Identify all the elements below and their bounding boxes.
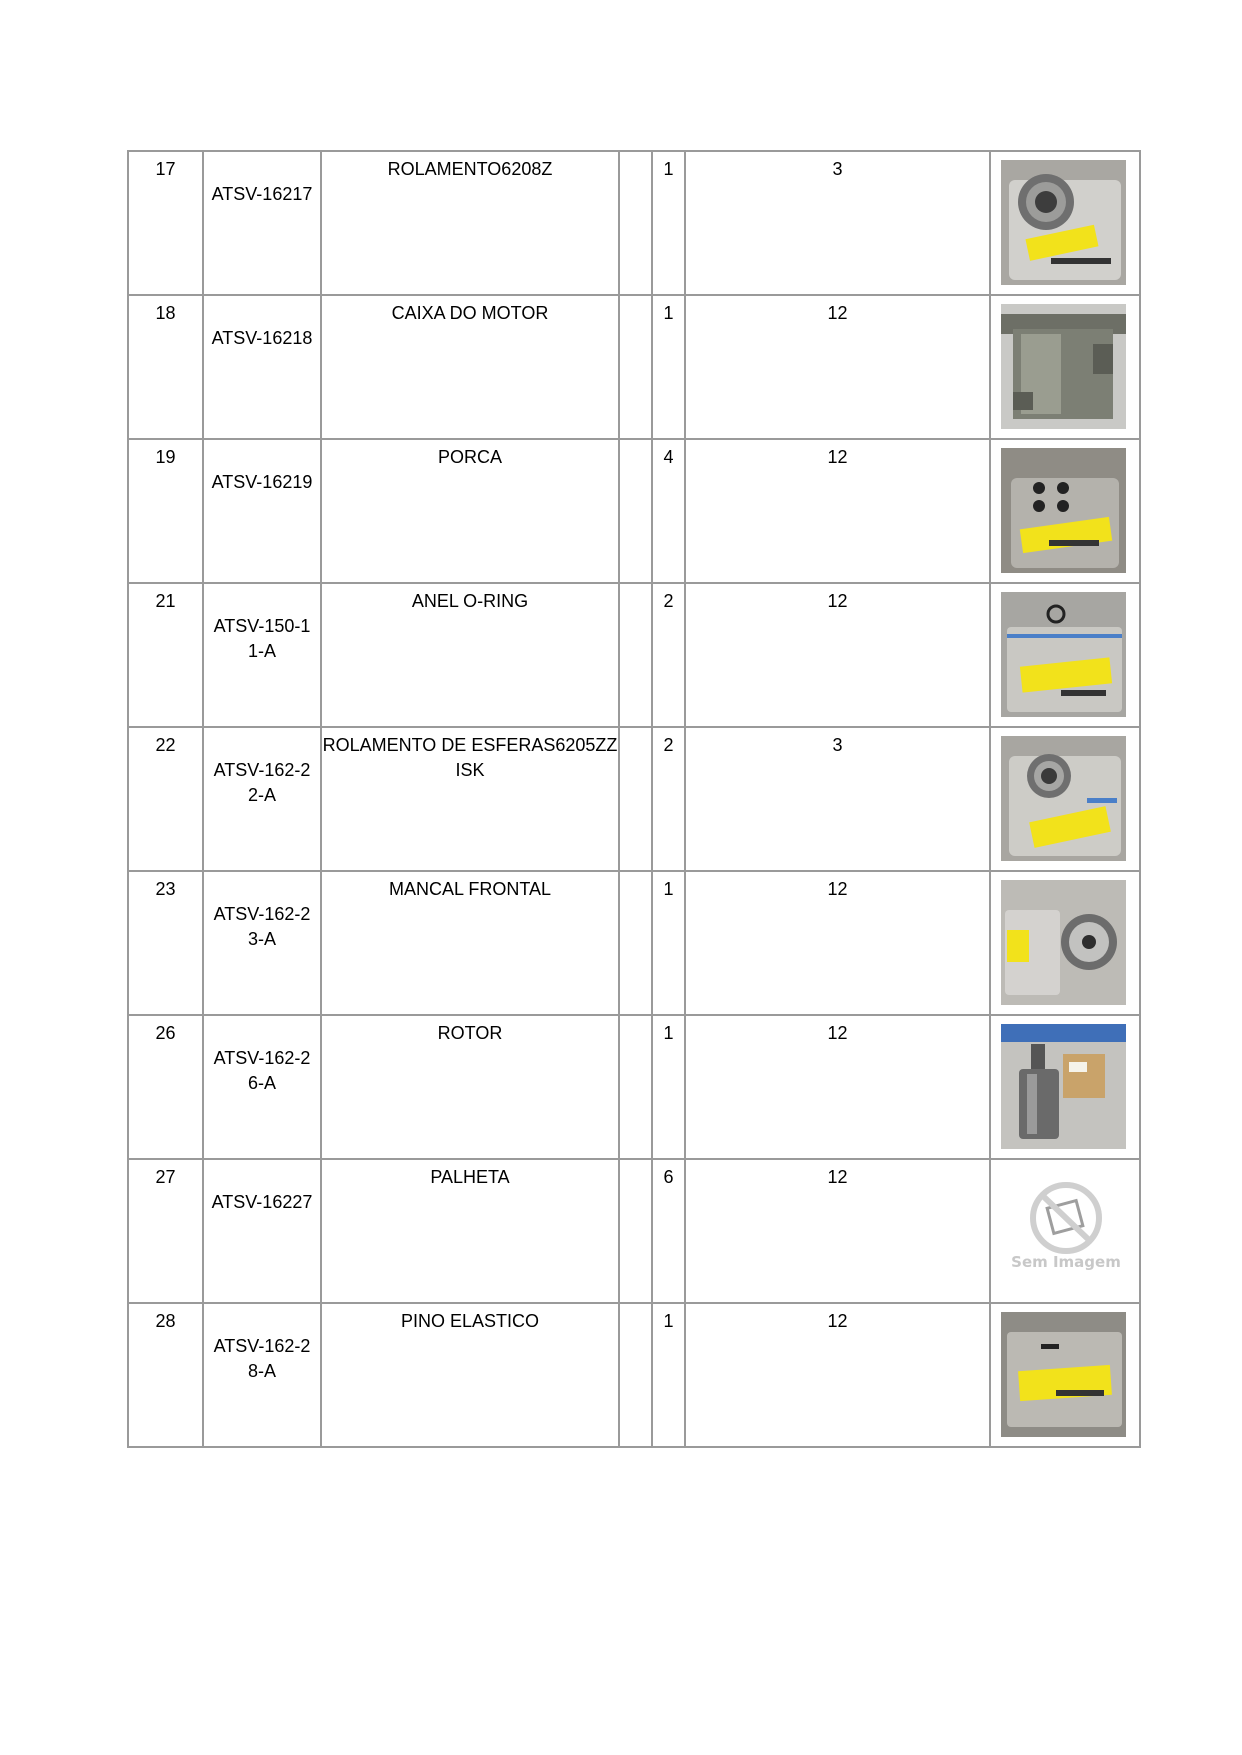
part-code: ATSV-16219	[203, 439, 321, 583]
image-cell	[990, 151, 1140, 295]
part-code: ATSV-162-26-A	[203, 1015, 321, 1159]
part-description: ROLAMENTO DE ESFERAS6205ZZ ISK	[321, 727, 619, 871]
item-number: 17	[128, 151, 203, 295]
value: 3	[685, 151, 990, 295]
no-image-label: Sem Imagem	[1011, 1253, 1121, 1271]
ball-bearing-photo-icon	[1001, 736, 1126, 861]
part-description: MANCAL FRONTAL	[321, 871, 619, 1015]
part-code: ATSV-162-23-A	[203, 871, 321, 1015]
part-code: ATSV-162-22-A	[203, 727, 321, 871]
table-row	[128, 583, 1140, 727]
empty-cell	[619, 1015, 652, 1159]
item-number: 18	[128, 295, 203, 439]
part-description: ROTOR	[321, 1015, 619, 1159]
quantity: 1	[652, 295, 685, 439]
empty-cell	[619, 871, 652, 1015]
item-number: 28	[128, 1303, 203, 1447]
empty-cell	[619, 583, 652, 727]
image-cell	[990, 295, 1140, 439]
parts-table-body	[128, 151, 1140, 1447]
table-row	[128, 295, 1140, 439]
image-cell	[990, 1159, 1140, 1303]
motor-housing-photo-icon	[1001, 304, 1126, 429]
part-code: ATSV-162-28-A	[203, 1303, 321, 1447]
rotor-photo-icon	[1001, 1024, 1126, 1149]
no-image-icon	[1001, 1170, 1131, 1290]
value: 12	[685, 1015, 990, 1159]
quantity: 1	[652, 1303, 685, 1447]
item-number: 26	[128, 1015, 203, 1159]
nuts-photo-icon	[1001, 448, 1126, 573]
part-code: ATSV-16217	[203, 151, 321, 295]
table-row	[128, 1303, 1140, 1447]
quantity: 2	[652, 583, 685, 727]
item-number: 23	[128, 871, 203, 1015]
part-description: PALHETA	[321, 1159, 619, 1303]
table-row	[128, 151, 1140, 295]
bearing-photo-icon	[1001, 160, 1126, 285]
parts-table	[127, 150, 1141, 1448]
empty-cell	[619, 295, 652, 439]
image-cell	[990, 583, 1140, 727]
item-number: 27	[128, 1159, 203, 1303]
pin-photo-icon	[1001, 1312, 1126, 1437]
value: 12	[685, 871, 990, 1015]
quantity: 1	[652, 1015, 685, 1159]
image-cell	[990, 439, 1140, 583]
value: 12	[685, 439, 990, 583]
image-cell	[990, 1015, 1140, 1159]
empty-cell	[619, 727, 652, 871]
quantity: 4	[652, 439, 685, 583]
item-number: 22	[128, 727, 203, 871]
front-bearing-photo-icon	[1001, 880, 1126, 1005]
table-row	[128, 1015, 1140, 1159]
value: 3	[685, 727, 990, 871]
value: 12	[685, 1303, 990, 1447]
empty-cell	[619, 151, 652, 295]
image-cell	[990, 871, 1140, 1015]
table-row	[128, 727, 1140, 871]
value: 12	[685, 583, 990, 727]
item-number: 19	[128, 439, 203, 583]
empty-cell	[619, 1159, 652, 1303]
quantity: 6	[652, 1159, 685, 1303]
part-code: ATSV-16227	[203, 1159, 321, 1303]
value: 12	[685, 295, 990, 439]
image-cell	[990, 727, 1140, 871]
part-code: ATSV-16218	[203, 295, 321, 439]
part-description: ANEL O-RING	[321, 583, 619, 727]
quantity: 1	[652, 871, 685, 1015]
table-row	[128, 439, 1140, 583]
value: 12	[685, 1159, 990, 1303]
part-description: ROLAMENTO6208Z	[321, 151, 619, 295]
quantity: 2	[652, 727, 685, 871]
table-row	[128, 1159, 1140, 1303]
o-ring-photo-icon	[1001, 592, 1126, 717]
empty-cell	[619, 1303, 652, 1447]
part-description: PORCA	[321, 439, 619, 583]
part-description: CAIXA DO MOTOR	[321, 295, 619, 439]
part-code: ATSV-150-11-A	[203, 583, 321, 727]
part-description: PINO ELASTICO	[321, 1303, 619, 1447]
empty-cell	[619, 439, 652, 583]
image-cell	[990, 1303, 1140, 1447]
item-number: 21	[128, 583, 203, 727]
quantity: 1	[652, 151, 685, 295]
table-row	[128, 871, 1140, 1015]
